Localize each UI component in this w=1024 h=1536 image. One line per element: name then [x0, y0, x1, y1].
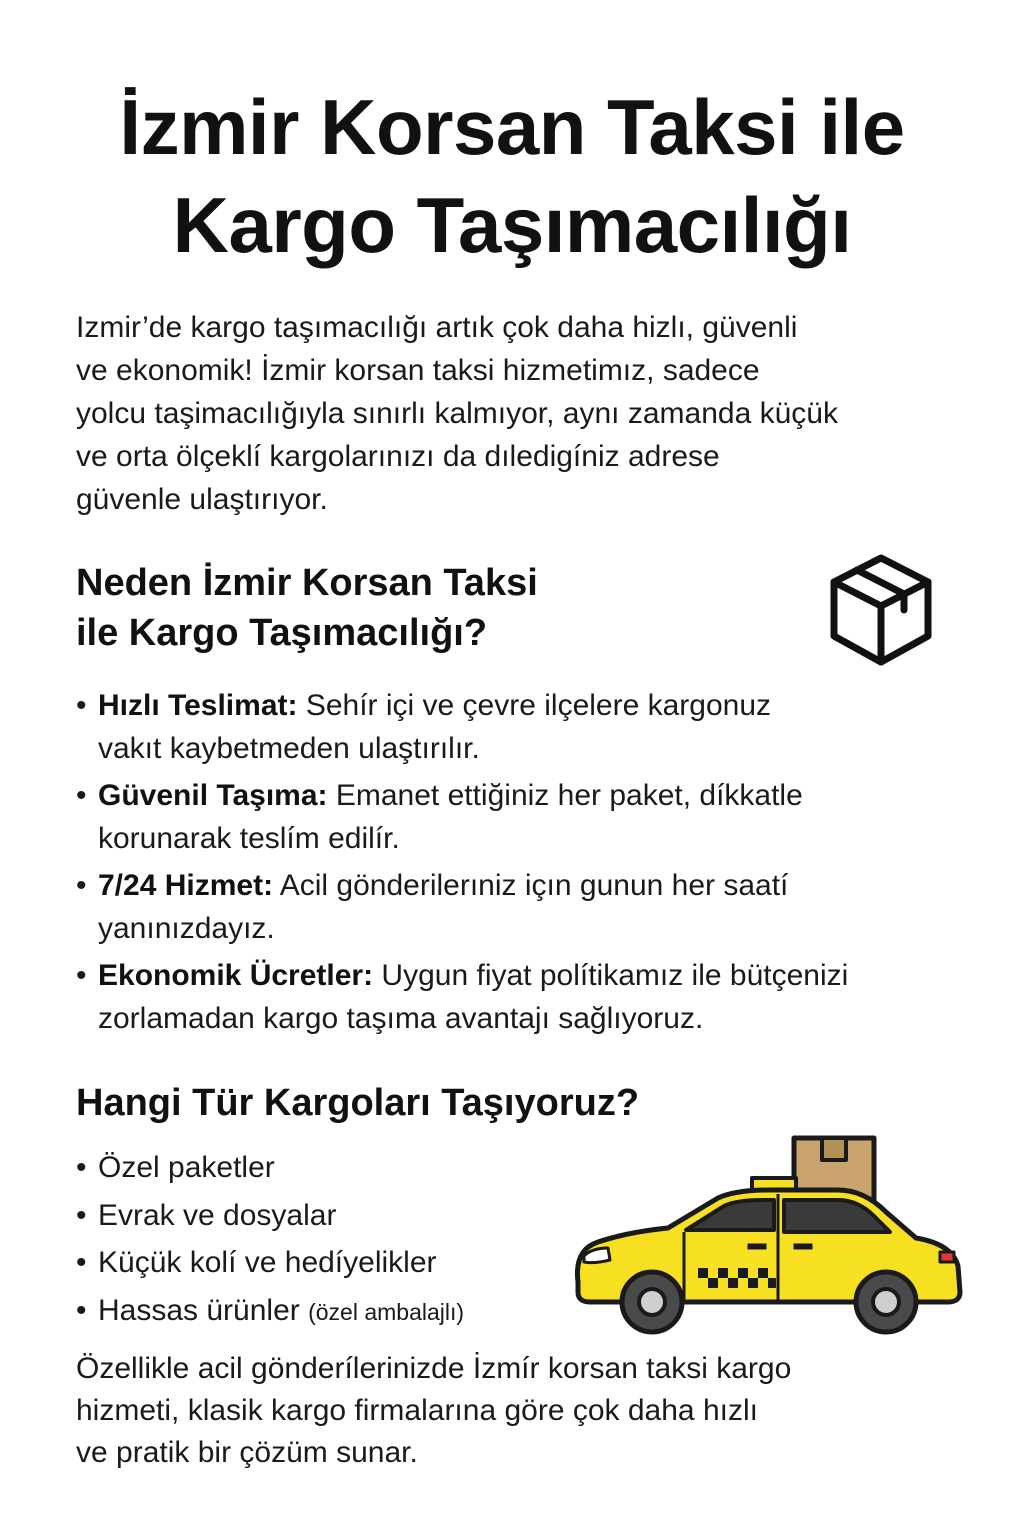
intro-line: güvenle ulaştırıyor. [76, 483, 328, 516]
feature-text: Acil gönderilerıniz içın gunun her saatí [273, 869, 789, 902]
why-heading-line-2: ile Kargo Taşımacılığı? [76, 612, 488, 654]
cargo-type-note: (özel ambalajlı) [308, 1298, 465, 1325]
list-item [76, 1144, 464, 1192]
intro-line: ve ekonomik! İzmir korsan taksi hizmetimız, sadece [76, 354, 760, 387]
why-heading [76, 558, 538, 658]
feature-list [76, 684, 996, 1044]
page-title [0, 78, 1024, 274]
feature-line-2: yanınızdayız. [98, 912, 275, 945]
taxi-with-package-icon [568, 1132, 968, 1342]
feature-label: Ekonomik Ücretler: [98, 959, 374, 992]
cargo-type-text: Evrak ve dosyalar [98, 1198, 337, 1232]
bullet: • [76, 1246, 87, 1279]
bullet: • [76, 1151, 87, 1184]
bullet: • [76, 779, 87, 812]
feature-line-1 [98, 684, 996, 727]
closing-paragraph [76, 1348, 976, 1474]
feature-line-2: korunarak teslím edilír. [98, 822, 400, 855]
intro-line: ve orta ölçeklí kargolarınızı da dıledigíniz adrese [76, 440, 720, 473]
feature-text: Uygun fiyat polítikamız ile bütçenizi [373, 959, 849, 992]
list-item [76, 1287, 464, 1337]
bullet: • [76, 689, 87, 722]
list-item [76, 1239, 464, 1287]
bullet: • [76, 1198, 87, 1232]
cargo-type-text: Özel paketler [98, 1151, 275, 1184]
feature-label: 7/24 Hizmet: [98, 869, 274, 902]
feature-label: Güvenil Taşıma: [98, 779, 328, 812]
feature-line-1 [98, 954, 996, 997]
why-heading-line-1: Neden İzmir Korsan Taksi [76, 562, 538, 604]
box-icon [826, 552, 936, 668]
outro-line: Özellikle acil gönderílerinizde İzmír korsan taksi kargo [76, 1352, 792, 1385]
title-line-1: İzmir Korsan Taksi ile [119, 83, 905, 171]
list-item [76, 864, 996, 950]
cargo-type-list [76, 1144, 464, 1336]
feature-text: Emanet ettiğiniz her paket, díkkatle [327, 779, 803, 812]
feature-text: Sehír içi ve çevre ilçelere kargonuz [297, 689, 772, 722]
types-heading-text: Hangi Tür Kargoları Taşıyoruz? [76, 1082, 640, 1124]
cargo-type-text: Küçük kolí ve hedíyelikler [98, 1246, 437, 1279]
bullet: • [76, 869, 87, 902]
list-item [76, 1192, 464, 1240]
outro-line: hizmeti, klasik kargo firmalarına göre çok daha hızlı [76, 1394, 758, 1427]
cargo-type-text: Hassas ürünler [98, 1293, 309, 1327]
intro-line: yolcu taşimacılığıyla sınırlı kalmıyor, aynı zamanda küçük [76, 397, 838, 430]
bullet: • [76, 959, 87, 992]
types-heading [76, 1078, 639, 1128]
outro-line: ve pratik bir çözüm sunar. [76, 1436, 418, 1469]
list-item [76, 684, 996, 770]
list-item [76, 774, 996, 860]
feature-line-2: zorlamadan kargo taşıma avantajı sağlıyoruz. [98, 1002, 704, 1035]
list-item [76, 954, 996, 1040]
feature-line-2: vakıt kaybetmeden ulaştırılır. [98, 732, 480, 765]
feature-line-1 [98, 774, 996, 817]
bullet: • [76, 1293, 87, 1327]
intro-paragraph [76, 306, 976, 521]
feature-label: Hızlı Teslimat: [98, 689, 298, 722]
intro-line: Izmir’de kargo taşımacılığı artık çok daha hizlı, güvenli [76, 311, 798, 344]
title-line-2: Kargo Taşımacılığı [172, 181, 852, 269]
feature-line-1 [98, 864, 996, 907]
